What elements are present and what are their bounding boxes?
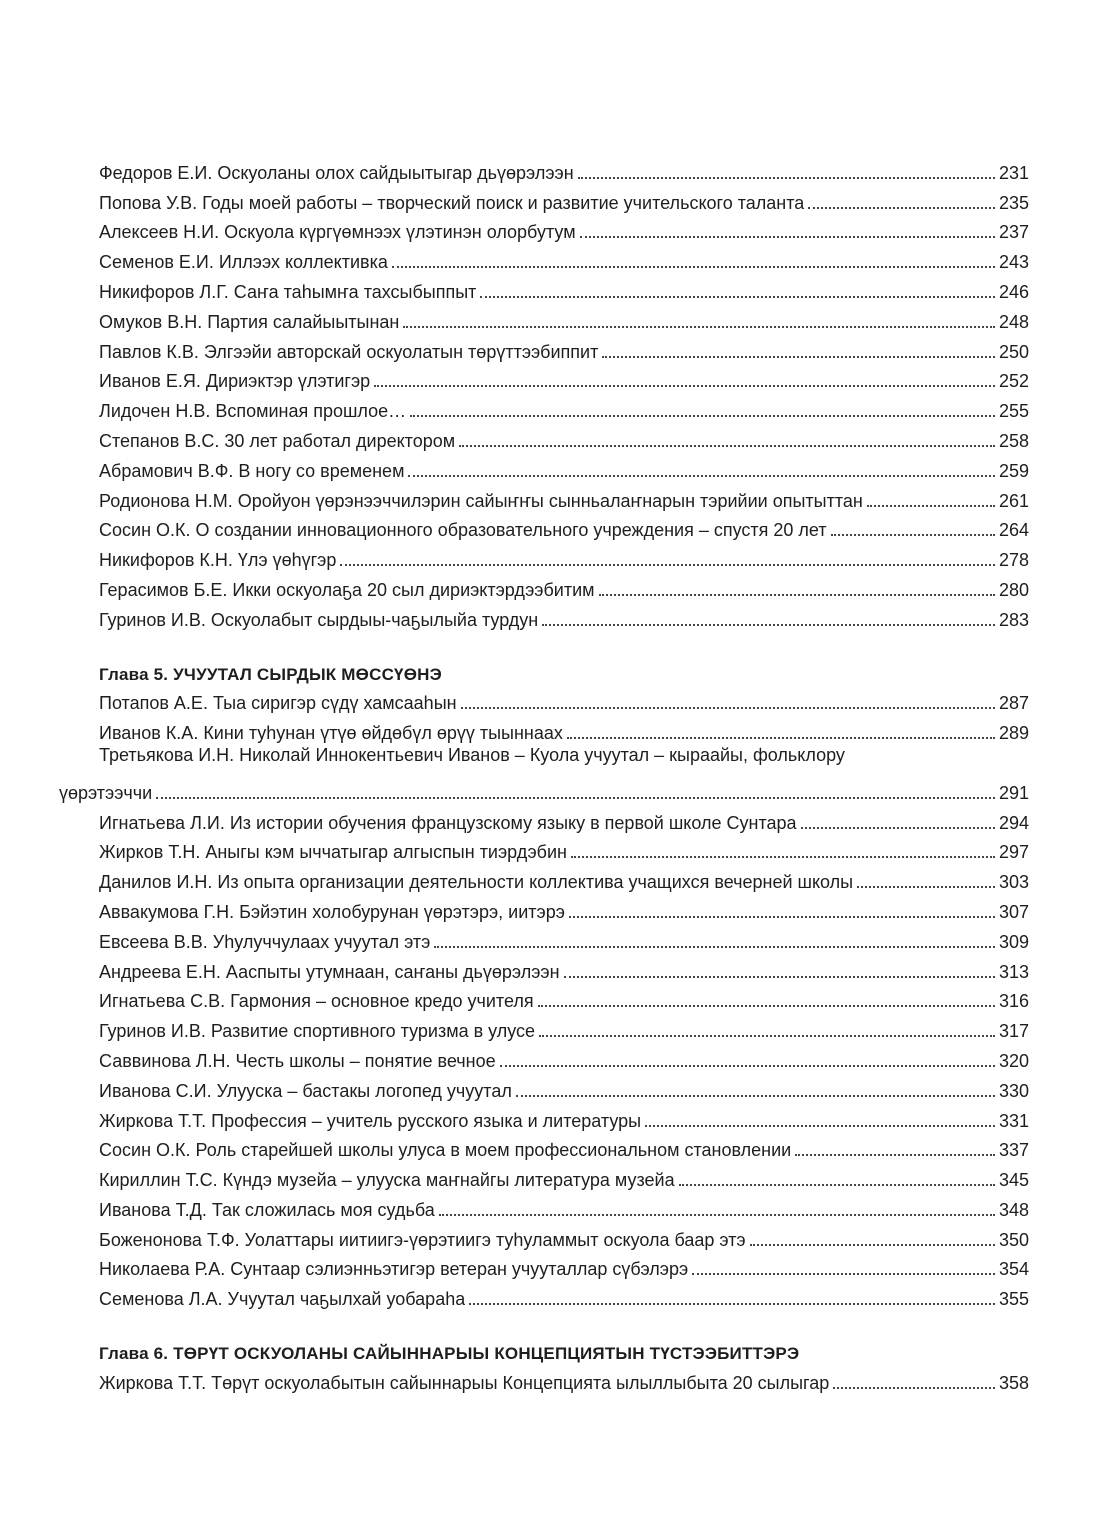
toc-entry [99,1072,1029,1102]
dot-leader [156,797,995,799]
toc-entry [99,1042,1029,1072]
dot-leader [374,385,995,387]
entry-title: Попова У.В. Годы моей работы – творческий поиск и развитие учительского таланта [99,192,805,213]
table-of-contents [59,154,1029,1394]
dot-leader [538,1005,995,1007]
entry-page: 231 [998,162,1029,183]
entry-title: Андреева Е.Н. Ааспыты утумнаан, саҥаны дьүөрэлээн [99,961,560,982]
dot-leader [679,1184,995,1186]
dot-leader [571,856,995,858]
entry-page: 255 [998,401,1029,422]
dot-leader [645,1125,995,1127]
toc-entry [99,1280,1029,1310]
dot-leader [459,445,995,447]
entry-title: Павлов К.В. Элгээйи авторскай оскуолатын төрүттээбиппит [99,341,599,362]
dot-leader [833,1387,995,1389]
dot-leader [602,356,995,358]
toc-entry [99,541,1029,571]
entry-page: 330 [998,1080,1029,1101]
entry-title: Потапов А.Е. Тыа сиригэр сүдү хамсааһын [99,693,457,714]
entry-title: Абрамович В.Ф. В ногу со временем [99,460,405,481]
entry-page: 317 [998,1021,1029,1042]
toc-entry [99,422,1029,452]
dot-leader [580,236,995,238]
dot-leader [599,594,995,596]
entry-title: Семенов Е.И. Иллээх коллективка [99,252,388,273]
dot-leader [564,976,995,978]
entry-page: 345 [998,1170,1029,1191]
dot-leader [567,737,995,739]
entry-title: Аввакумова Г.Н. Бэйэтин холобурунан үөрэтэрэ, иитэрэ [99,901,565,922]
toc-entry [99,1221,1029,1251]
dot-leader [692,1273,995,1275]
entry-title: Никифоров К.Н. Үлэ үөһүгэр [99,550,337,571]
dot-leader [500,1065,995,1067]
toc-entry [99,273,1029,303]
chapter-heading: Глава 5. УЧУУТАЛ СЫРДЫК МӨССҮӨНЭ [99,664,442,684]
toc-entry [99,893,1029,923]
entry-title: Семенова Л.А. Учуутал чаҕылхай уобараһа [99,1289,466,1310]
toc-entry-first-line [99,744,1029,774]
toc-section [99,1334,1029,1394]
entry-page: 291 [998,782,1029,803]
entry-title: Кириллин Т.С. Күндэ музейа – улууска маҥнайгы литература музейа [99,1170,675,1191]
entry-title: Жиркова Т.Т. Төрүт оскуолабытын сайыннарыы Концепцията ылыллыбыта 20 сылыгар [99,1372,830,1393]
entry-page: 358 [998,1372,1029,1393]
entry-title: Федоров Е.И. Оскуоланы олох сайдыытыгар дьүөрэлээн [99,162,574,183]
entry-page: 252 [998,371,1029,392]
entry-page: 259 [998,460,1029,481]
entry-title: Сосин О.К. О создании инновационного образовательного учреждения – спустя 20 лет [99,520,827,541]
entry-title: Омуков В.Н. Партия салайыытынан [99,311,400,332]
toc-entry [99,1132,1029,1162]
entry-page: 287 [998,693,1029,714]
entry-page: 303 [998,872,1029,893]
toc-section [59,655,1029,1311]
toc-entry [99,685,1029,715]
dot-leader [801,827,995,829]
toc-entry [99,571,1029,601]
entry-page: 354 [998,1259,1029,1280]
toc-entry [99,184,1029,214]
entry-page: 355 [998,1289,1029,1310]
entry-title: Игнатьева С.В. Гармония – основное кредо учителя [99,991,534,1012]
entry-page: 350 [998,1229,1029,1250]
toc-entry [99,1102,1029,1132]
toc-entry [99,804,1029,834]
entry-page: 313 [998,961,1029,982]
dot-leader [569,916,995,918]
dot-leader [469,1303,995,1305]
entry-page: 278 [998,550,1029,571]
dot-leader [340,564,995,566]
dot-leader [750,1244,995,1246]
toc-entry [99,482,1029,512]
toc-entry [99,863,1029,893]
entry-title: Жиркова Т.Т. Профессия – учитель русского языка и литературы [99,1110,642,1131]
entry-page: 248 [998,311,1029,332]
dot-leader [410,415,995,417]
entry-title: Жирков Т.Н. Аныгы кэм ыччатыгар алгыспын тиэрдэбин [99,842,567,863]
dot-leader [408,475,995,477]
dot-leader [808,207,995,209]
entry-title: Алексеев Н.И. Оскуола күргүөмнээх үлэтинэн олорбутум [99,222,576,243]
entry-title-continuation: үөрэтээччи [59,782,153,803]
dot-leader [434,946,995,948]
entry-title: Лидочен Н.В. Вспоминая прошлое… [99,401,407,422]
entry-page: 243 [998,252,1029,273]
entry-title: Степанов В.С. 30 лет работал директором [99,430,456,451]
toc-entry [99,333,1029,363]
entry-title: Боженонова Т.Ф. Уолаттары иитиигэ-үөрэтиигэ туһуламмыт оскуола баар этэ [99,1229,746,1250]
dot-leader [831,534,995,536]
dot-leader [461,707,995,709]
toc-entry [99,1251,1029,1281]
toc-entry [99,154,1029,184]
entry-title: Данилов И.Н. Из опыта организации деятельности коллектива учащихся вечерней школы [99,872,854,893]
dot-leader [542,624,995,626]
entry-title: Евсеева В.В. Уһулуччулаах учуутал этэ [99,931,431,952]
entry-page: 237 [998,222,1029,243]
entry-page: 316 [998,991,1029,1012]
toc-entry [99,714,1029,744]
entry-page: 264 [998,520,1029,541]
dot-leader [867,505,995,507]
dot-leader [403,326,995,328]
toc-entry [99,953,1029,983]
dot-leader [857,886,995,888]
entry-title: Гуринов И.В. Оскуолабыт сырдыы-чаҕылыйа турдун [99,609,539,630]
entry-title: Герасимов Б.Е. Икки оскуолаҕа 20 сыл дириэктэрдээбитим [99,579,595,600]
entry-page: 337 [998,1140,1029,1161]
entry-title: Гуринов И.В. Развитие спортивного туризма в улусе [99,1021,536,1042]
dot-leader [480,296,995,298]
entry-page: 320 [998,1050,1029,1071]
toc-entry [99,214,1029,244]
entry-title: Саввинова Л.Н. Честь школы – понятие вечное [99,1050,496,1071]
entry-title: Иванова С.И. Улууска – бастакы логопед учуутал [99,1080,512,1101]
entry-title: Николаева Р.А. Сунтаар сэлиэнньэтигэр ветеран учууталлар сүбэлэрэ [99,1259,689,1280]
toc-entry [99,1191,1029,1221]
toc-entry [99,1161,1029,1191]
entry-page: 289 [998,723,1029,744]
entry-title: Иванов К.А. Кини туһунан үтүө өйдөбүл өрүү тыыннаах [99,723,563,744]
toc-entry [99,983,1029,1013]
toc-entry [99,601,1029,631]
entry-page: 280 [998,579,1029,600]
toc-entry [99,512,1029,542]
toc-section [99,154,1029,631]
toc-entry [99,923,1029,953]
toc-entry [99,303,1029,333]
entry-title: Игнатьева Л.И. Из истории обучения французскому языку в первой школе Сунтара [99,812,797,833]
toc-entry [99,834,1029,864]
entry-page: 297 [998,842,1029,863]
dot-leader [795,1154,995,1156]
toc-entry [99,243,1029,273]
entry-page: 307 [998,901,1029,922]
entry-title: Никифоров Л.Г. Саҥа таһымҥа тахсыбыппыт [99,281,477,302]
dot-leader [578,177,995,179]
entry-page: 250 [998,341,1029,362]
entry-title: Родионова Н.М. Оройуон үөрэнээччилэрин сайыҥҥы сынньалаҥнарын тэрийии опытыттан [99,490,863,511]
entry-title: Сосин О.К. Роль старейшей школы улуса в моем профессиональном становлении [99,1140,792,1161]
entry-page: 246 [998,281,1029,302]
entry-page: 261 [998,490,1029,511]
entry-page: 283 [998,609,1029,630]
dot-leader [439,1214,995,1216]
entry-page: 309 [998,931,1029,952]
dot-leader [392,266,995,268]
dot-leader [516,1095,995,1097]
dot-leader [539,1035,995,1037]
entry-page: 331 [998,1110,1029,1131]
toc-entry [99,363,1029,393]
entry-page: 235 [998,192,1029,213]
toc-entry [99,1012,1029,1042]
entry-page: 294 [998,812,1029,833]
toc-entry [99,392,1029,422]
toc-entry [99,1364,1029,1394]
entry-page: 258 [998,430,1029,451]
entry-title: Иванов Е.Я. Дириэктэр үлэтигэр [99,371,371,392]
toc-entry [99,452,1029,482]
toc-entry-continuation [59,774,1029,804]
entry-title: Иванова Т.Д. Так сложилась моя судьба [99,1199,435,1220]
entry-title: Третьякова И.Н. Николай Иннокентьевич Иванов – Куола учуутал – кыраайы, фольклору [99,745,845,766]
entry-page: 348 [998,1199,1029,1220]
chapter-heading: Глава 6. ТӨРҮТ ОСКУОЛАНЫ САЙЫННАРЫЫ КОНЦЕПЦИЯТЫН ТҮСТЭЭБИТТЭРЭ [99,1344,800,1364]
